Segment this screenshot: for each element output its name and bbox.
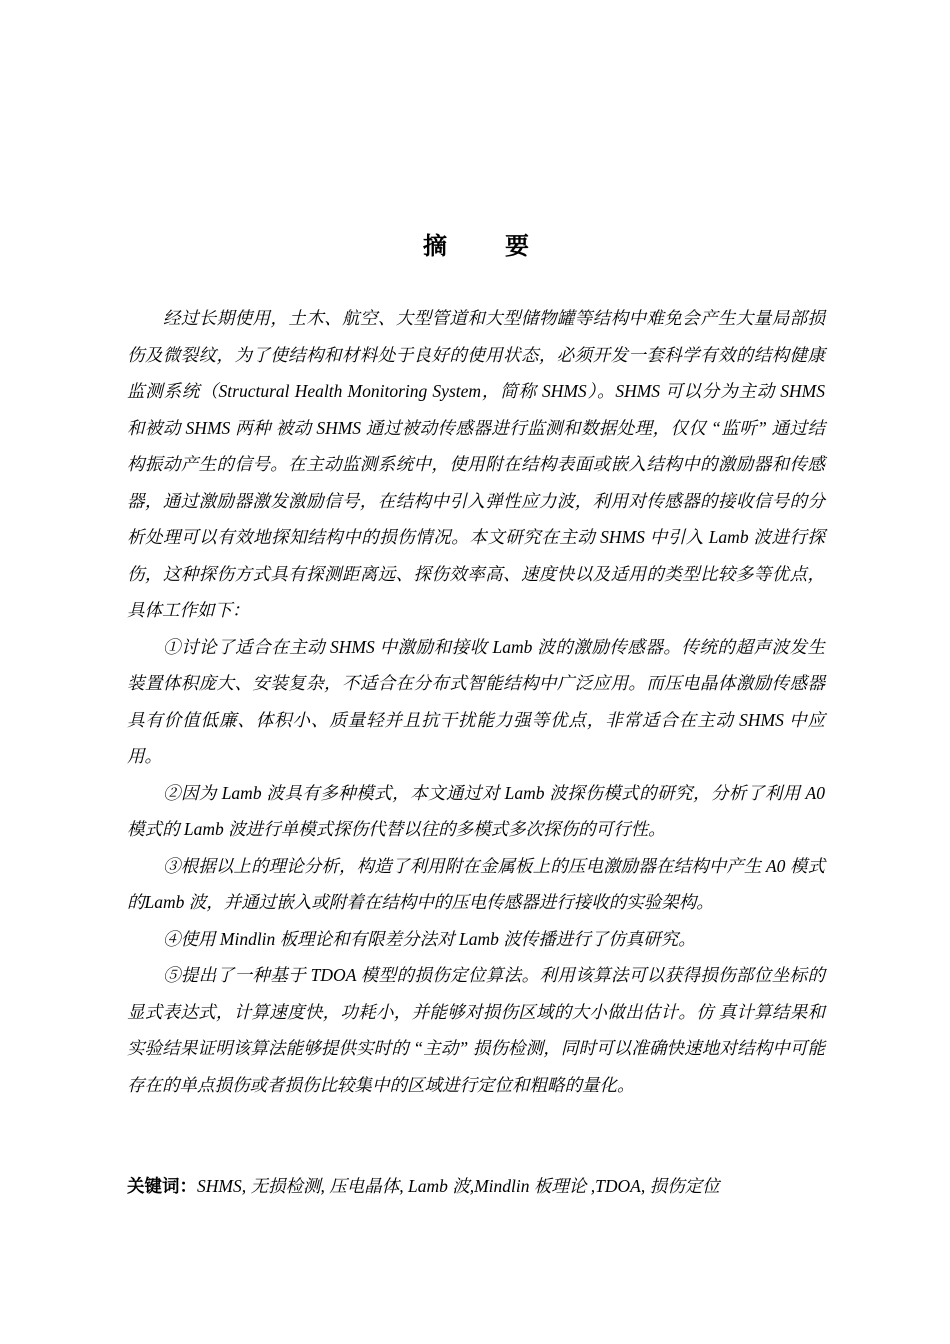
abstract-paragraph-item-1: ①讨论了适合在主动 SHMS 中激励和接收 Lamb 波的激励传感器。传统的超声波发生装置体积庞大、安装复杂，不适合在分布式智能结构中广泛应用。而压电晶体激励传感器具有价值低廉、体积小、质量轻并且抗干扰能力强等优点，非常适合在主动 SHMS 中应用。 [127, 636, 825, 766]
page-title: 摘 要 [423, 234, 555, 260]
abstract-paragraph-item-5: ⑤提出了一种基于 TDOA 模型的损伤定位算法。利用该算法可以获得损伤部位坐标的显式表达式，计算速度快，功耗小，并能够对损伤区域的大小做出估计。仿 真计算结果和实验结果证明该算法能够提供实时的 “主动” 损伤检测，同时可以准确快速地对结构中可能存在的单点损伤或者损伤比较集中的区域进行定位和粗略的量化。 [127, 965, 825, 1095]
abstract-paragraph-item-2: ②因为 Lamb 波具有多种模式，本文通过对 Lamb 波探伤模式的研究，分析了利用 A0 模式的 Lamb 波进行单模式探伤代替以往的多模式多次探伤的可行性。 [127, 782, 825, 839]
keywords-label: 关键词： [127, 1176, 197, 1196]
keywords-line [127, 1170, 825, 1202]
abstract-paragraph-item-4: ④使用 Mindlin 板理论和有限差分法对 Lamb 波传播进行了仿真研究。 [163, 928, 696, 949]
abstract-body [127, 300, 825, 1103]
abstract-paragraph-item-3: ③根据以上的理论分析，构造了利用附在金属板上的压电激励器在结构中产生 A0 模式的Lamb 波，并通过嵌入或附着在结构中的压电传感器进行接收的实验架构。 [127, 855, 825, 912]
abstract-paragraph-intro: 经过长期使用，土木、航空、大型管道和大型储物罐等结构中难免会产生大量局部损伤及微裂纹，为了使结构和材料处于良好的使用状态，必须开发一套科学有效的结构健康监测系统（Structural Health Monitoring System，简称 SHMS）。SHMS 可以分为主动 SHMS 和被动 SHMS 两种 被动 SHMS 通过被动传感器进行监测和数据处理，仅仅 “监听” 通过结构振动产生的信号。在主动监测系统中，使用附在结构表面或嵌入结构中的激励器和传感器，通过激励器激发激励信号，在结构中引入弹性应力波，利用对传感器的接收信号的分析处理可以有效地探知结构中的损伤情况。本文研究在主动 SHMS 中引入 Lamb 波进行探伤，这种探伤方式具有探测距离远、探伤效率高、速度快以及适用的类型比较多等优点，具体工作如下： [127, 308, 825, 620]
keywords-list: SHMS, 无损检测, 压电晶体, Lamb 波,Mindlin 板理论 ,TDOA, 损伤定位 [197, 1176, 720, 1196]
